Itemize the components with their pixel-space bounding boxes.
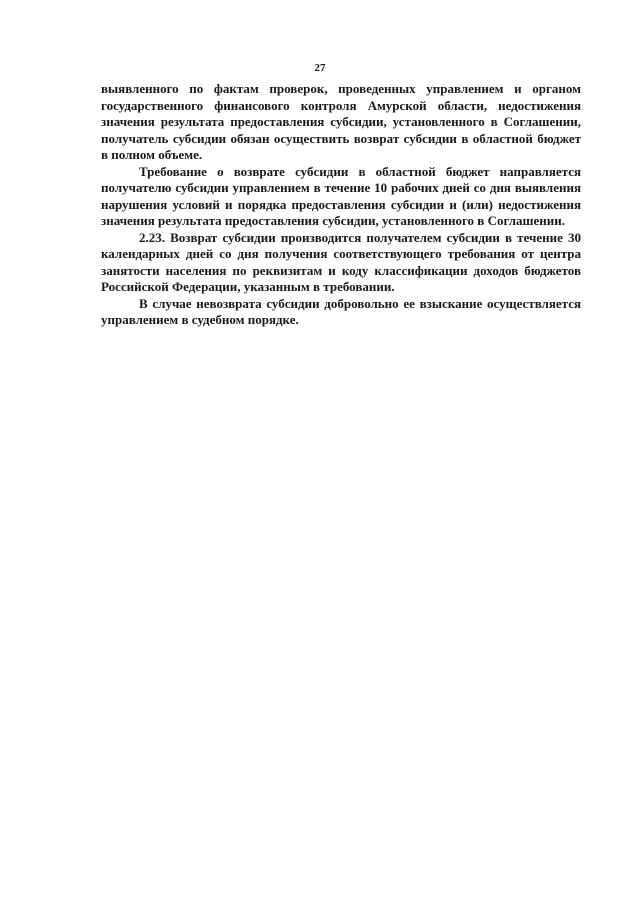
document-body bbox=[101, 81, 581, 329]
page-number: 27 bbox=[314, 62, 326, 74]
paragraph-2-23-refund: 2.23. Возврат субсидии производится получателем субсидии в течение 30 календарных дней со дня получения соответствующего требования от центра занятости населения по реквизитам и коду классификации доходов бюджетов Российской Федерации, указанным в требовании. bbox=[101, 229, 581, 294]
paragraph-continuation: выявленного по фактам проверок, проведенных управлением и органом государственного финансового контроля Амурской области, недостижения значения результата предоставления субсидии, установленного в Соглашении, получатель субсидии обязан осуществить возврат субсидии в областной бюджет в полном объеме. bbox=[101, 81, 581, 162]
paragraph-refund-requirement: Требование о возврате субсидии в областной бюджет направляется получателю субсидии управлением в течение 10 рабочих дней со дня выявления нарушения условий и порядка предоставления субсидии и (или) недостижения значения результата предоставления субсидии, установленного в Соглашении. bbox=[101, 163, 581, 228]
paragraph-court-recovery: В случае невозврата субсидии добровольно ее взыскание осуществляется управлением в судебном порядке. bbox=[101, 295, 581, 327]
